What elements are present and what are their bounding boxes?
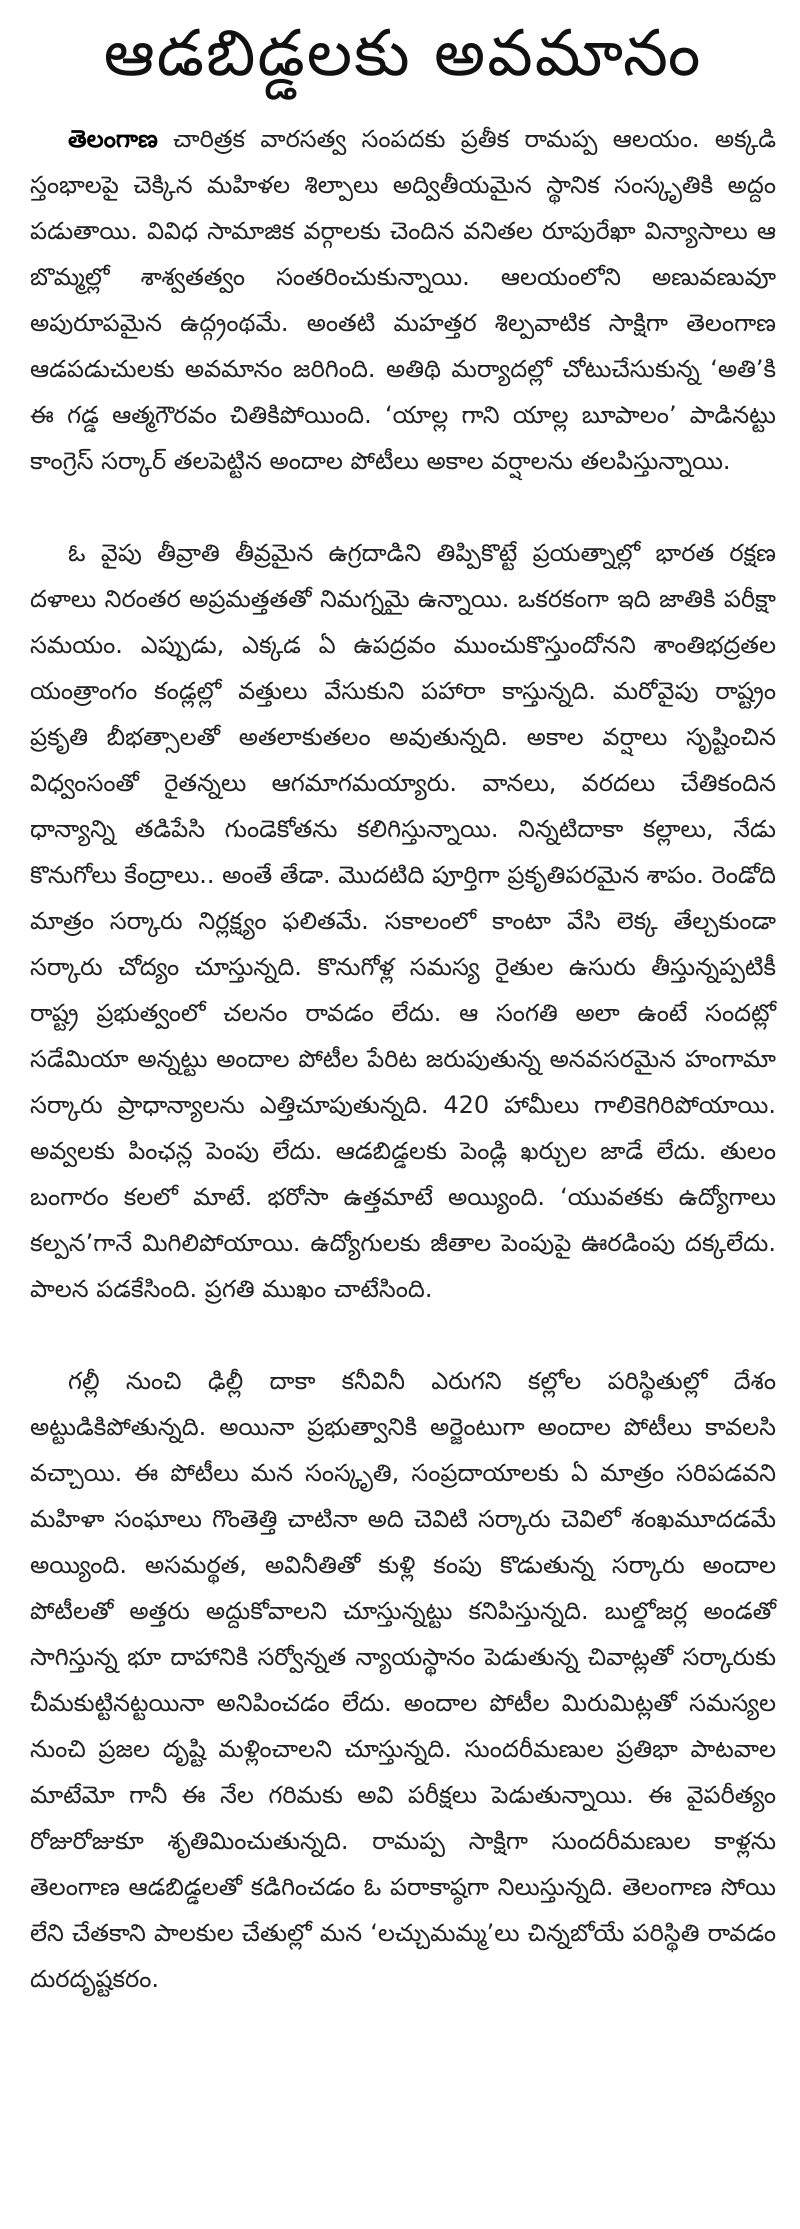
paragraph-1-text: చారిత్రక వారసత్వ సంపదకు ప్రతీక రామప్ప ఆలయం. అక్కడి స్తంభాలపై చెక్కిన మహిళల శిల్పాలు అద్వితీయమైన స్థానిక సంస్కృతికి అద్దం పడుతాయి. వివిధ సామాజిక వర్గాలకు చెందిన వనితల రూపురేఖా విన్యాసాలు ఆ బొమ్మల్లో శాశ్వతత్వం సంతరించుకున్నాయి. ఆలయంలోని అణువణువూ అపురూపమైన ఉద్గ్రంథమే. అంతటి మహత్తర శిల్పవాటిక సాక్షిగా తెలంగాణ ఆడపడుచులకు అవమానం జరిగింది. అతిథి మర్యాదల్లో చోటుచేసుకున్న ‘అతి’కి ఈ గడ్డ ఆత్మగౌరవం చితికిపోయింది. ‘యాల్ల గాని యాల్ల బూపాలం’ పాడినట్టు కాంగ్రెస్ సర్కార్ తలపెట్టిన అందాల పోటీలు అకాల వర్షాలను తలపిస్తున్నాయి. [30, 125, 776, 475]
headline: ఆడబిడ్డలకు అవమానం [103, 17, 703, 91]
article-paragraph-2: ఓ వైపు తీవ్రాతి తీవ్రమైన ఉగ్రదాడిని తిప్పికొట్టే ప్రయత్నాల్లో భారత రక్షణ దళాలు నిరంతర అప్రమత్తతతో నిమగ్నమై ఉన్నాయి. ఒకరకంగా ఇది జాతికి పరీక్షా సమయం. ఎప్పుడు, ఎక్కడ ఏ ఉపద్రవం ముంచుకొస్తుందోనని శాంతిభద్రతల యంత్రాంగం కండ్లల్లో వత్తులు వేసుకుని పహారా కాస్తున్నది. మరోవైపు రాష్ట్రం ప్రకృతి బీభత్సాలతో అతలాకుతలం అవుతున్నది. అకాల వర్షాలు సృష్టించిన విధ్వంసంతో రైతన్నలు ఆగమాగమయ్యారు. వానలు, వరదలు చేతికందిన ధాన్యాన్ని తడిపేసి గుండెకోతను కలిగిస్తున్నాయి. నిన్నటిదాకా కల్లాలు, నేడు కొనుగోలు కేంద్రాలు.. అంతే తేడా. మొదటిది పూర్తిగా ప్రకృతిపరమైన శాపం. రెండోది మాత్రం సర్కారు నిర్లక్ష్యం ఫలితమే. సకాలంలో కాంటా వేసి లెక్క తేల్చకుండా సర్కారు చోద్యం చూస్తున్నది. కొనుగోళ్ల సమస్య రైతుల ఉసురు తీస్తున్నప్పటికీ రాష్ట్ర ప్రభుత్వంలో చలనం రావడం లేదు. ఆ సంగతి అలా ఉంటే సందట్లో సడేమియా అన్నట్టు అందాల పోటీల పేరిట జరుపుతున్న అనవసరమైన హంగామా సర్కారు ప్రాధాన్యాలను ఎత్తిచూపుతున్నది. 420 హామీలు గాలికెగిరిపోయాయి. అవ్వలకు పింఛన్ల పెంపు లేదు. ఆడబిడ్డలకు పెండ్లి ఖర్చుల జాడే లేదు. తులం బంగారం కలలో మాటే. భరోసా ఉత్తమాటే అయ్యింది. ‘యువతకు ఉద్యోగాలు కల్పన’గానే మిగిలిపోయాయి. ఉద్యోగులకు జీతాల పెంపుపై ఊరడింపు దక్కలేదు. పాలన పడకేసింది. ప్రగతి ముఖం చాటేసింది. [30, 539, 776, 1303]
article-paragraph-1 [30, 116, 776, 484]
article-body [30, 116, 776, 2002]
lead-word: తెలంగాణ [68, 125, 158, 153]
article-paragraph-3: గల్లీ నుంచి ఢిల్లీ దాకా కనీవినీ ఎరుగని కల్లోల పరిస్థితుల్లో దేశం అట్టుడికిపోతున్నది. అయినా ప్రభుత్వానికి అర్జెంటుగా అందాల పోటీలు కావలసి వచ్చాయి. ఈ పోటీలు మన సంస్కృతి, సంప్రదాయాలకు ఏ మాత్రం సరిపడవని మహిళా సంఘాలు గొంతెత్తి చాటినా అది చెవిటి సర్కారు చెవిలో శంఖమూదడమే అయ్యింది. అసమర్థత, అవినీతితో కుళ్లి కంపు కొడుతున్న సర్కారు అందాల పోటీలతో అత్తరు అద్దుకోవాలని చూస్తున్నట్టు కనిపిస్తున్నది. బుల్డోజర్ల అండతో సాగిస్తున్న భూ దాహానికి సర్వోన్నత న్యాయస్థానం పెడుతున్న చివాట్లతో సర్కారుకు చీమకుట్టినట్టయినా అనిపించడం లేదు. అందాల పోటీల మిరుమిట్లతో సమస్యల నుంచి ప్రజల దృష్టి మళ్లించాలని చూస్తున్నది. సుందరీమణుల ప్రతిభా పాటవాల మాటేమో గానీ ఈ నేల గరిమకు అవి పరీక్షలు పెడుతున్నాయి. ఈ వైపరీత్యం రోజురోజుకూ శృతిమించుతున్నది. రామప్ప సాక్షిగా సుందరీమణుల కాళ్లను తెలంగాణ ఆడబిడ్డలతో కడిగించడం ఓ పరాకాష్ఠగా నిలుస్తున్నది. తెలంగాణ సోయి లేని చేతకాని పాలకుల చేతుల్లో మన ‘లచ్చుమమ్మ’లు చిన్నబోయే పరిస్థితి రావడం దురదృష్టకరం. [30, 1367, 776, 1993]
